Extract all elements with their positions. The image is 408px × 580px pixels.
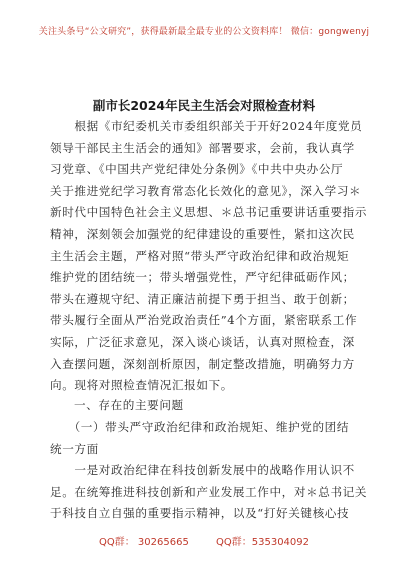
text-line: 足。在统筹推进科技创新和产业发展工作中，对＊总书记关 [50,484,368,499]
document-title: 副市长2024年民主生活会对照检查材料 [92,98,316,113]
text-line: 根据《市纪委机关市委组织部关于开好2024年度党员 [50,119,363,133]
qq-group-1: QQ群： 30265665 [98,537,189,548]
text-line: 领导干部民主生活会的通知》部署要求，会前，我认真学 [50,140,355,155]
text-line: （一）带头严守政治纪律和政治规矩、维护党的团结 [50,420,350,434]
text-line: 主生活会主题，严格对照“带头严守政治纪律和政治规矩 [50,248,350,263]
text-line: 入查摆问题，深刻剖析原因，制定整改措施，明确努力方 [50,356,355,371]
text-line: 实际，广泛征求意见，深入谈心谈话，认真对照检查，深 [50,334,355,349]
text-line: 向。现将对照检查情况汇报如下。 [50,378,233,393]
text-line: 关于推进党纪学习教育常态化长效化的意见》，深入学习＊ [50,183,362,198]
subheading-paragraph [50,417,362,460]
text-line: 精神，深刻领会加强党的纪律建设的重要性，紧扣这次民 [50,226,355,241]
footer-contact [0,533,408,548]
text-line: 新时代中国特色社会主义思想、＊总书记重要讲话重要指示 [50,205,368,220]
intro-paragraph [50,116,368,397]
text-line: 带头履行全面从严治党政治责任”4个方面，紧密联系工作 [50,313,358,328]
text-line: 一是对政治纪律在科技创新发展中的战略作用认识不 [50,463,355,477]
text-line: 维护党的团结统一；带头增强党性，严守纪律砥砺作风； [50,270,355,285]
text-line: 习党章、《中国共产党纪律处分条例》《中共中央办公厅 [50,162,344,177]
text-line: 于科技自立自强的重要指示精神，以及“打好关键核心技 [50,506,350,521]
promo-banner: 关注头条号“公文研究”，获得最新最全最专业的公文资料库！ 微信：gongwenyj [38,27,370,37]
section-heading: 一、存在的主要问题 [74,398,184,412]
text-line: 统一方面 [50,441,99,456]
qq-group-2: QQ群：535304092 [216,537,310,548]
body-paragraph [50,460,368,525]
text-line: 带头在遵规守纪、清正廉洁前提下勇于担当、敢于创新； [50,291,355,306]
